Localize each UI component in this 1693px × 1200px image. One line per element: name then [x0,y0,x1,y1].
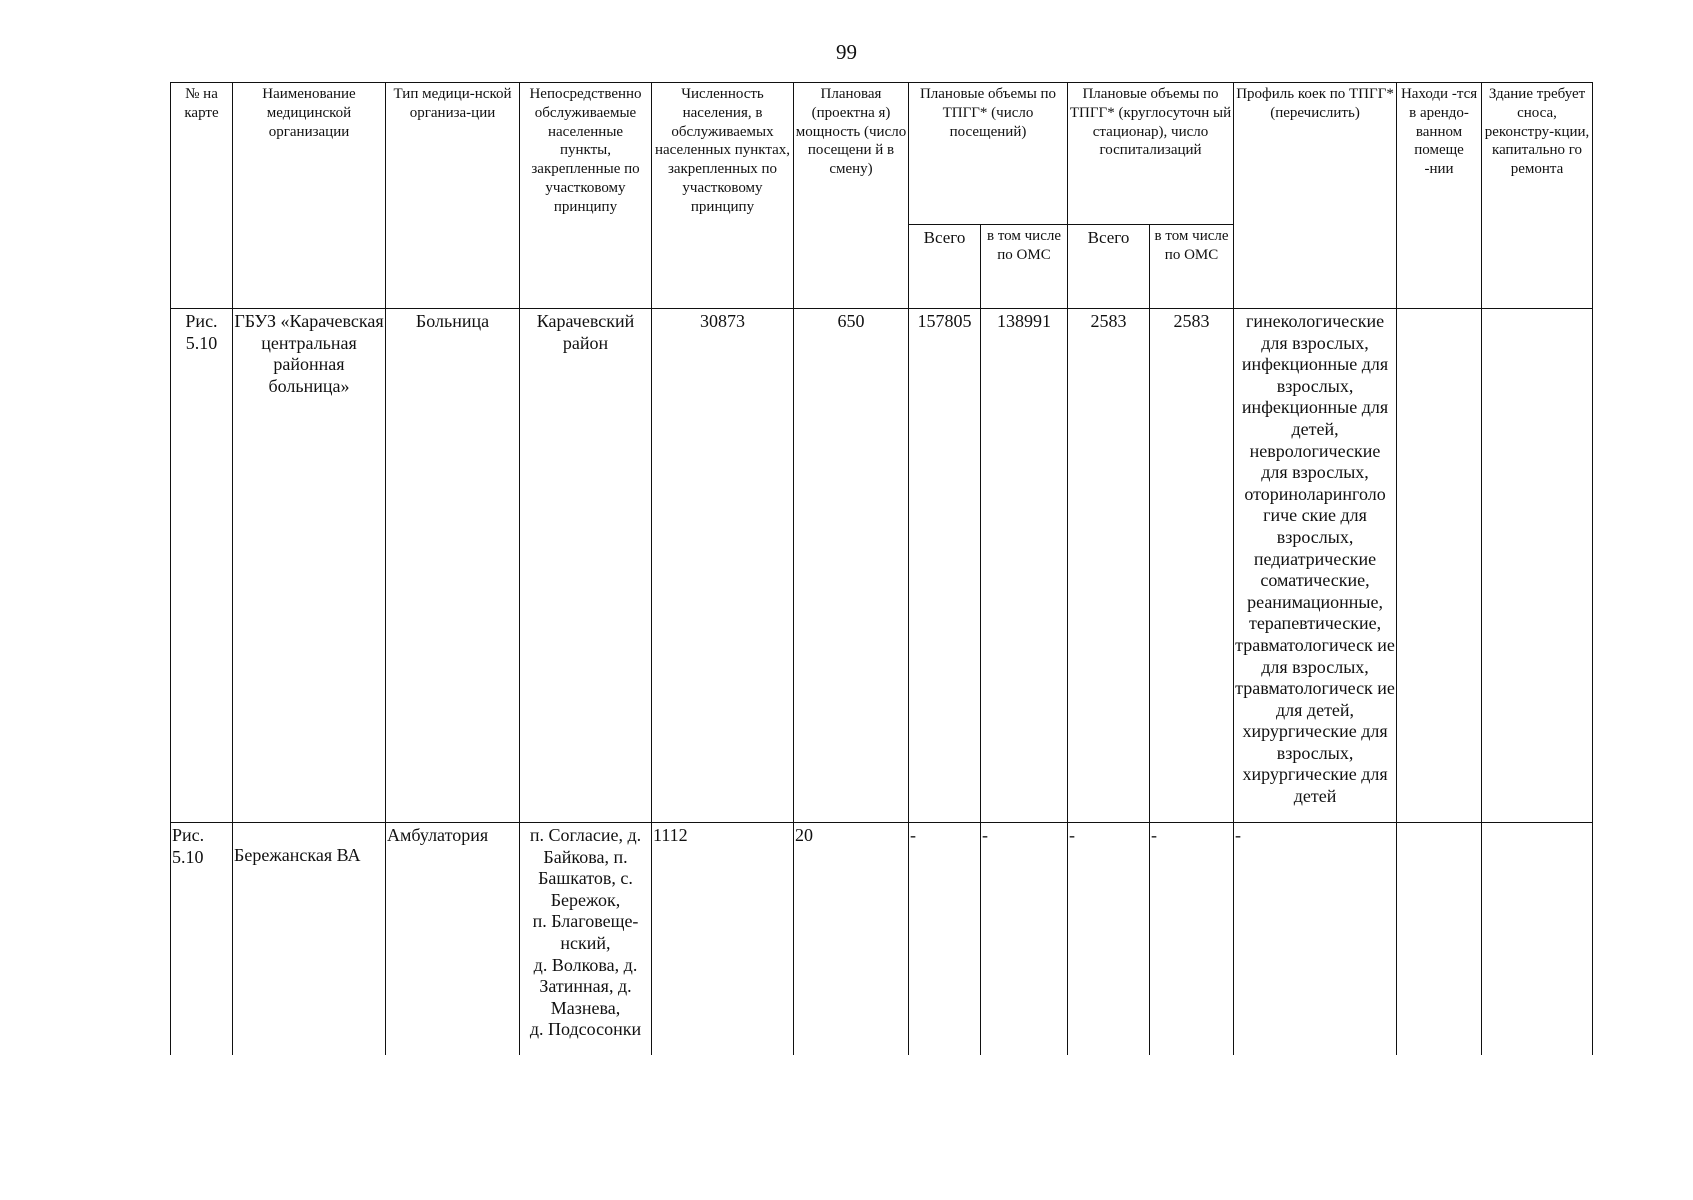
header-planned-capacity: Плановая (проектна я) мощность (число посещени й в смену) [794,83,909,309]
cell-rented [1397,309,1482,823]
header-demolition: Здание требует сноса, реконстру-кции, капитально го ремонта [1482,83,1593,309]
cell-population: 1112 [652,823,794,1055]
header-hosp-total: Всего [1068,225,1150,309]
cell-map-no: Рис. 5.10 [171,309,233,823]
cell-bed-profile: гинекологические для взрослых, инфекционные для взрослых, инфекционные для детей, неврологические для взрослых, оториноларинголо гиче ские для взрослых, педиатрические соматические, реанимационные, терапевтические, травматологическ ие для взрослых, травматологическ ие для детей, хирургические для взрослых, хирургические для детей [1234,309,1397,823]
header-bed-profile: Профиль коек по ТПГГ* (перечислить) [1234,83,1397,309]
cell-demolition [1482,823,1593,1055]
cell-org-type: Амбулатория [386,823,520,1055]
table-row [171,823,1593,1055]
cell-visits-total: - [909,823,981,1055]
header-visits-total: Всего [909,225,981,309]
header-hosp-oms: в том числе по ОМС [1150,225,1234,309]
cell-hosp-total: - [1068,823,1150,1055]
cell-served-localities: Карачевский район [520,309,652,823]
table-row [171,309,1593,823]
cell-visits-total: 157805 [909,309,981,823]
cell-population: 30873 [652,309,794,823]
header-hospitalization-group: Плановые объемы по ТПГГ* (круглосуточн ый стационар), число госпитализаций [1068,83,1234,225]
cell-served-localities: п. Согласие, д. Байкова, п. Башкатов, с. Бережок, п. Благовеще- нский, д. Волкова, д. Затинная, д. Мазнева, д. Подсосонки [520,823,652,1055]
cell-org-name: Бережанская ВА [233,823,386,1055]
cell-map-no: Рис. 5.10 [171,823,233,1055]
header-rented: Находи -тся в арендо-ванном помеще -нии [1397,83,1482,309]
cell-org-type: Больница [386,309,520,823]
table-header [171,83,1593,309]
page-number: 99 [836,40,857,64]
cell-hosp-oms: 2583 [1150,309,1234,823]
cell-hosp-total: 2583 [1068,309,1150,823]
cell-planned-capacity: 20 [794,823,909,1055]
cell-org-name: ГБУЗ «Карачевская центральная районная больница» [233,309,386,823]
medical-organizations-table [170,82,1593,1055]
header-visits-group: Плановые объемы по ТПГГ* (число посещений) [909,83,1068,225]
header-org-name: Наименование медицинской организации [233,83,386,309]
cell-rented [1397,823,1482,1055]
cell-planned-capacity: 650 [794,309,909,823]
cell-visits-oms: - [981,823,1068,1055]
cell-demolition [1482,309,1593,823]
header-org-type: Тип медици-нской организа-ции [386,83,520,309]
cell-bed-profile: - [1234,823,1397,1055]
header-map-no: № на карте [171,83,233,309]
header-served-localities: Непосредственно обслуживаемые населенные пункты, закрепленные по участковому принципу [520,83,652,309]
cell-visits-oms: 138991 [981,309,1068,823]
header-population: Численность населения, в обслуживаемых населенных пунктах, закрепленных по участковому принципу [652,83,794,309]
cell-hosp-oms: - [1150,823,1234,1055]
header-visits-oms: в том числе по ОМС [981,225,1068,309]
